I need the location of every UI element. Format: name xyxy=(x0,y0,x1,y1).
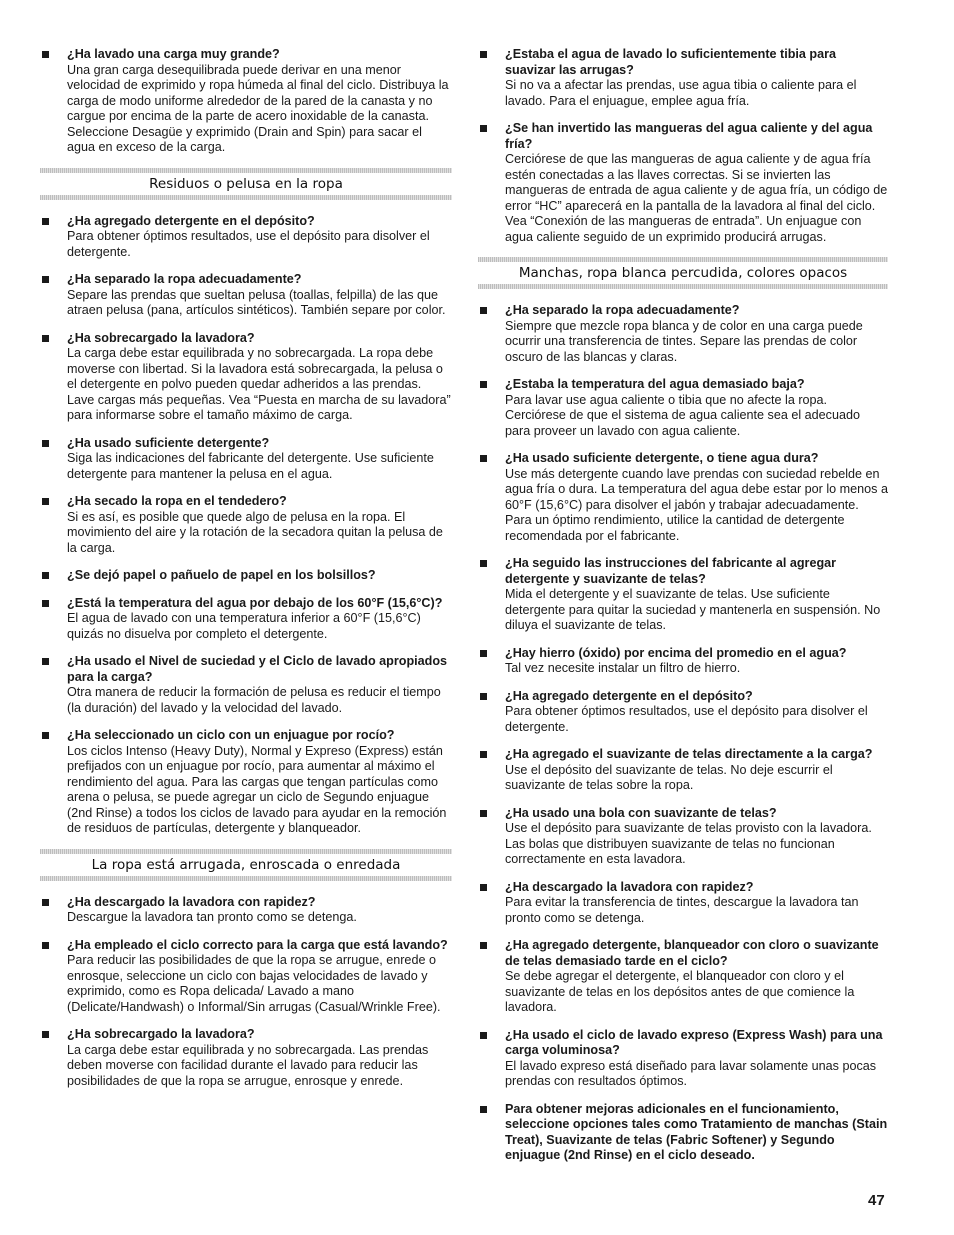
faq-item xyxy=(40,47,452,156)
square-bullet-icon xyxy=(42,1031,49,1038)
left-column xyxy=(40,47,452,1101)
square-bullet-icon xyxy=(42,218,49,225)
faq-answer: Los ciclos Intenso (Heavy Duty), Normal y Expreso (Express) están prefijados con un enjuague por rocío, para aumentar al máximo el rendimiento del agua. Para las cargas que tengan partículas como arena o pelusa, se puede agregar un ciclo de Segundo enjuague (2nd Rinse) a todos los ciclos de lavado para ayudar en la remoción de residuos de partículas, detergente y blanqueador. xyxy=(67,743,447,835)
faq-item xyxy=(478,556,888,634)
right-column xyxy=(478,47,888,1176)
faq-item xyxy=(478,1028,888,1090)
faq-question: ¿Hay hierro (óxido) por encima del promedio en el agua? xyxy=(505,645,847,660)
faq-answer: Se debe agregar el detergente, el blanqueador con cloro y el suavizante de telas en los depósitos antes de que comience la lavadora. xyxy=(505,969,855,1014)
square-bullet-icon xyxy=(480,751,487,758)
faq-answer: Para evitar la transferencia de tintes, descargue la lavadora tan pronto como se detenga. xyxy=(505,895,859,925)
section-title: La ropa está arrugada, enroscada o enredada xyxy=(91,856,401,873)
faq-answer: Para obtener óptimos resultados, use el depósito para disolver el detergente. xyxy=(67,229,430,259)
square-bullet-icon xyxy=(42,498,49,505)
square-bullet-icon xyxy=(42,51,49,58)
faq-item xyxy=(478,303,888,365)
square-bullet-icon xyxy=(480,650,487,657)
section-rule-bottom xyxy=(40,195,452,200)
faq-question: Para obtener mejoras adicionales en el funcionamiento, seleccione opciones tales como Tratamiento de manchas (Stain Treat), Suavizante de telas (Fabric Softener) y Segundo enjuague (2nd Rinse) en el ciclo deseado. xyxy=(505,1101,888,1162)
square-bullet-icon xyxy=(480,1106,487,1113)
faq-item xyxy=(478,747,888,794)
faq-item xyxy=(40,728,452,837)
square-bullet-icon xyxy=(42,572,49,579)
faq-item xyxy=(478,880,888,927)
faq-item xyxy=(40,272,452,319)
faq-question: ¿Ha secado la ropa en el tendedero? xyxy=(67,494,287,508)
faq-question: ¿Se dejó papel o pañuelo de papel en los bolsillos? xyxy=(67,568,376,582)
faq-answer: Use más detergente cuando lave prendas con suciedad rebelde en agua fría o dura. La temperatura del agua debe estar por lo menos a 60°F (15,6°C) para disolver el jabón y trabajar adecuadamente. Para un óptimo rendimiento, utilice la cantidad de detergente recomendada por el fabricante. xyxy=(505,466,888,543)
section-title: Residuos o pelusa en la ropa xyxy=(149,175,343,192)
faq-answer: Si es así, es posible que quede algo de pelusa en la ropa. El movimiento del aire y la rotación de la secadora quitan la pelusa de la carga. xyxy=(67,509,443,555)
square-bullet-icon xyxy=(42,658,49,665)
faq-question: ¿Se han invertido las mangueras del agua caliente y del agua fría? xyxy=(505,121,873,151)
faq-item xyxy=(40,568,452,584)
faq-item xyxy=(40,331,452,424)
faq-question: ¿Ha usado el ciclo de lavado expreso (Express Wash) para una carga voluminosa? xyxy=(505,1027,883,1057)
square-bullet-icon xyxy=(42,276,49,283)
page-number: 47 xyxy=(868,1192,885,1209)
faq-item xyxy=(40,596,452,643)
faq-question: ¿Ha agregado el suavizante de telas directamente a la carga? xyxy=(505,747,873,761)
faq-question: ¿Está la temperatura del agua por debajo de los 60°F (15,6°C)? xyxy=(67,595,443,610)
faq-answer: Siempre que mezcle ropa blanca y de color en una carga puede ocurrir una transferencia de tintes. Separe las prendas de color oscuro de las blancas y claras. xyxy=(505,318,863,364)
section-header xyxy=(40,849,452,881)
square-bullet-icon xyxy=(480,810,487,817)
faq-answer: Siga las indicaciones del fabricante del detergente. Use suficiente detergente para mantener la pelusa en el agua. xyxy=(67,451,434,481)
faq-item xyxy=(40,494,452,556)
faq-question: ¿Ha agregado detergente, blanqueador con cloro o suavizante de telas demasiado tarde en el ciclo? xyxy=(505,938,879,968)
faq-item xyxy=(478,1102,888,1164)
square-bullet-icon xyxy=(480,381,487,388)
faq-question: ¿Ha usado suficiente detergente? xyxy=(67,435,270,450)
faq-answer: El agua de lavado con una temperatura inferior a 60°F (15,6°C) quizás no disuelva por completo el detergente. xyxy=(67,611,421,641)
faq-item xyxy=(478,451,888,544)
faq-item xyxy=(478,377,888,439)
faq-answer: La carga debe estar equilibrada y no sobrecargada. Las prendas deben moverse con facilidad durante el lavado para reducir las posibilidades de que la ropa se arrugue, enrosque y enrede. xyxy=(67,1042,429,1088)
square-bullet-icon xyxy=(480,1032,487,1039)
section-rule-bottom xyxy=(478,284,888,289)
faq-question: ¿Ha separado la ropa adecuadamente? xyxy=(505,303,740,317)
faq-answer: Para reducir las posibilidades de que la ropa se arrugue, enrede o enrosque, seleccione un ciclo con bajas velocidades de lavado y exprimido, como es Ropa delicada/ Lavado a mano (Delicate/Handwash) o Informal/Sin arrugas (Casual/Wrinkle Free). xyxy=(67,953,441,1014)
faq-question: ¿Ha usado una bola con suavizante de telas? xyxy=(505,805,777,820)
faq-question: ¿Ha usado el Nivel de suciedad y el Ciclo de lavado apropiados para la carga? xyxy=(67,654,448,684)
faq-answer: Use el depósito para suavizante de telas provisto con la lavadora. Las bolas que distribuyen suavizante de telas no funcionan correctamente en esta lavadora. xyxy=(505,821,872,866)
square-bullet-icon xyxy=(42,899,49,906)
square-bullet-icon xyxy=(480,693,487,700)
faq-answer: El lavado expreso está diseñado para lavar solamente unas pocas prendas con resultados óptimos. xyxy=(505,1058,877,1088)
section-header xyxy=(478,257,888,289)
section-header xyxy=(40,168,452,200)
faq-item xyxy=(478,646,888,677)
faq-item xyxy=(40,214,452,261)
faq-question: ¿Ha sobrecargado la lavadora? xyxy=(67,330,255,345)
square-bullet-icon xyxy=(42,600,49,607)
square-bullet-icon xyxy=(42,335,49,342)
faq-question: ¿Ha seleccionado un ciclo con un enjuague por rocío? xyxy=(67,728,395,742)
faq-item xyxy=(40,895,452,926)
square-bullet-icon xyxy=(42,440,49,447)
faq-answer: Para obtener óptimos resultados, use el depósito para disolver el detergente. xyxy=(505,704,868,734)
faq-answer: Para lavar use agua caliente o tibia que no afecte la ropa. Cerciórese de que el sistema de agua caliente sea el adecuado para proveer un lavado con agua caliente. xyxy=(505,392,860,438)
faq-question: ¿Ha sobrecargado la lavadora? xyxy=(67,1027,255,1041)
faq-item xyxy=(478,689,888,736)
square-bullet-icon xyxy=(480,307,487,314)
square-bullet-icon xyxy=(42,732,49,739)
faq-item xyxy=(40,938,452,1016)
faq-question: ¿Ha usado suficiente detergente, o tiene agua dura? xyxy=(505,451,819,465)
section-title: Manchas, ropa blanca percudida, colores opacos xyxy=(518,265,848,281)
faq-question: ¿Ha agregado detergente en el depósito? xyxy=(505,688,753,703)
faq-answer: Si no va a afectar las prendas, use agua tibia o caliente para el lavado. Para el enjuague, emplee agua fría. xyxy=(505,78,857,108)
faq-item xyxy=(40,436,452,483)
faq-item xyxy=(478,938,888,1016)
faq-answer: La carga debe estar equilibrada y no sobrecargada. La ropa debe moverse con libertad. Si la lavadora está sobrecargada, la pelusa o el detergente en polvo pueden quedar adheridos a las prendas. Lave cargas más pequeñas. Vea “Puesta en marcha de su lavadora” para informarse sobre el tamaño máximo de carga. xyxy=(67,346,451,422)
faq-question: ¿Ha descargado la lavadora con rapidez? xyxy=(505,879,754,894)
faq-question: ¿Estaba el agua de lavado lo suficientemente tibia para suavizar las arrugas? xyxy=(505,47,837,77)
faq-question: ¿Ha agregado detergente en el depósito? xyxy=(67,213,315,228)
square-bullet-icon xyxy=(480,455,487,462)
faq-question: ¿Ha seguido las instrucciones del fabricante al agregar detergente y suavizante de telas? xyxy=(505,556,837,586)
faq-answer: Separe las prendas que sueltan pelusa (toallas, felpilla) de las que atraen pelusa (pana, artículos sintéticos). También separe por color. xyxy=(67,287,446,317)
faq-item xyxy=(40,1027,452,1089)
faq-answer: Otra manera de reducir la formación de pelusa es reducir el tiempo (la duración) del lavado y la velocidad del lavado. xyxy=(67,685,441,715)
faq-answer: Mida el detergente y el suavizante de telas. Use suficiente detergente para quitar la suciedad y mantenerla en suspensión. No diluya el suavizante de telas. xyxy=(505,587,881,632)
section-rule-bottom xyxy=(40,876,452,881)
square-bullet-icon xyxy=(480,51,487,58)
square-bullet-icon xyxy=(480,942,487,949)
faq-answer: Tal vez necesite instalar un filtro de hierro. xyxy=(505,661,741,675)
faq-answer: Cerciórese de que las mangueras de agua caliente y de agua fría estén conectadas a las llaves correctas. Si se invierten las mangueras de entrada de agua caliente y de agua fría, un código de error “HC” aparecerá en la pantalla de la lavadora al final del ciclo. Vea “Conexión de las mangueras de entrada”. Un enjuague con agua caliente seguido de un exprimido producirá arrugas. xyxy=(505,152,888,244)
faq-item xyxy=(478,806,888,868)
faq-item xyxy=(40,654,452,716)
faq-answer: Use el depósito del suavizante de telas. No deje escurrir el suavizante de telas sobre la ropa. xyxy=(505,762,833,792)
faq-question: ¿Ha lavado una carga muy grande? xyxy=(67,47,280,61)
faq-question: ¿Estaba la temperatura del agua demasiado baja? xyxy=(505,377,805,391)
faq-answer: Descargue la lavadora tan pronto como se detenga. xyxy=(67,910,357,924)
square-bullet-icon xyxy=(480,125,487,132)
faq-question: ¿Ha descargado la lavadora con rapidez? xyxy=(67,894,316,909)
faq-item xyxy=(478,121,888,245)
square-bullet-icon xyxy=(480,560,487,567)
faq-answer: Una gran carga desequilibrada puede derivar en una menor velocidad de exprimido y ropa húmeda al final del ciclo. Distribuya la carga de modo uniforme alrededor de la pared de la canasta y no cargue por encima de la parte de acero inoxidable de la canasta. Seleccione Desagüe y exprimido (Drain and Spin) para sacar el agua en exceso de la carga. xyxy=(67,62,449,154)
faq-item xyxy=(478,47,888,109)
faq-question: ¿Ha separado la ropa adecuadamente? xyxy=(67,272,302,286)
faq-question: ¿Ha empleado el ciclo correcto para la carga que está lavando? xyxy=(67,937,448,952)
square-bullet-icon xyxy=(480,884,487,891)
square-bullet-icon xyxy=(42,942,49,949)
